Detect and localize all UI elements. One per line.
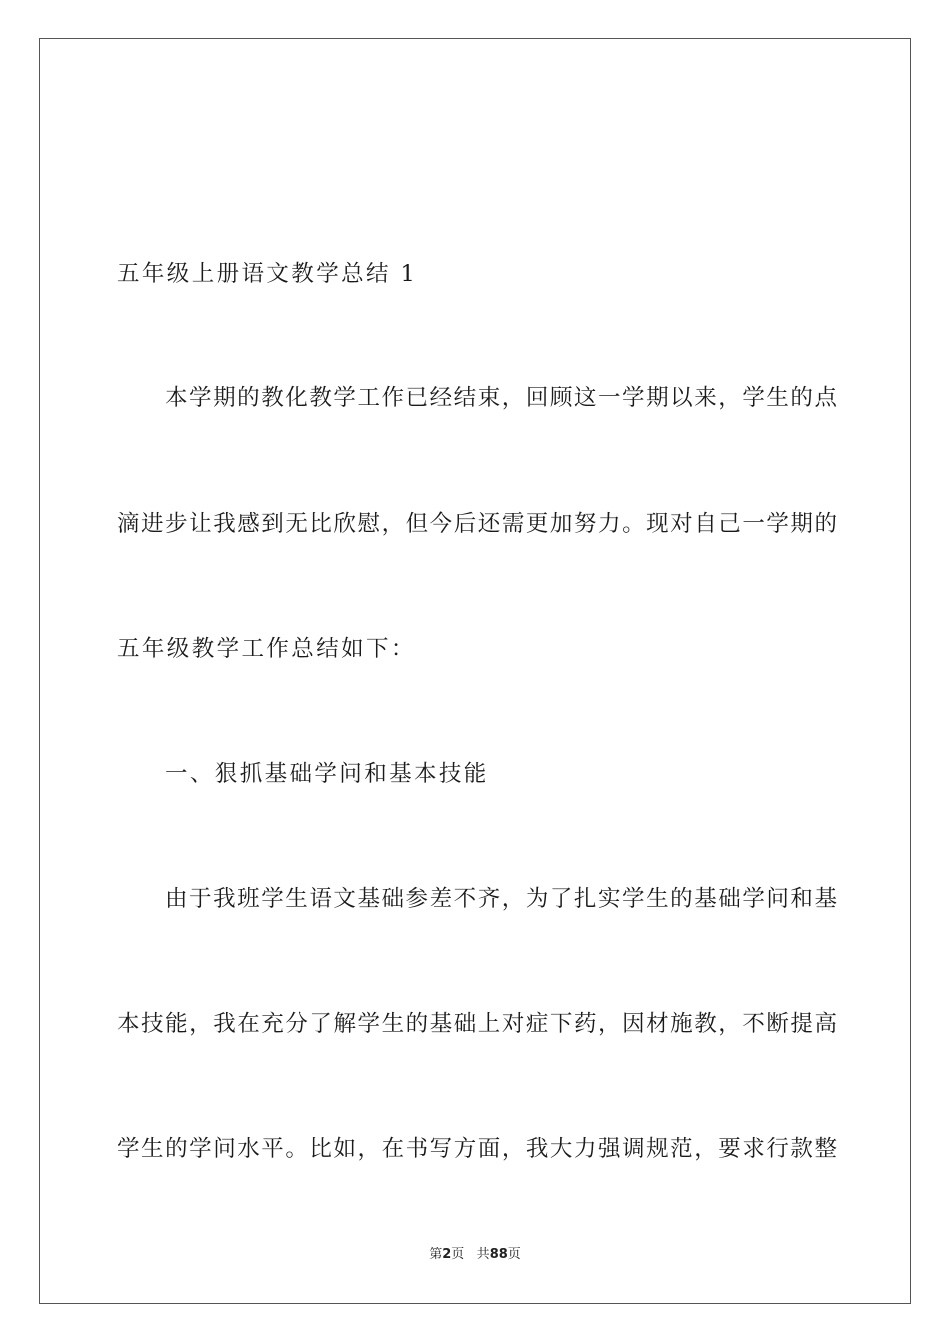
paragraph-2-line-3: 学生的学问水平。比如，在书写方面，我大力强调规范，要求行款整 xyxy=(117,1136,837,1162)
paragraph-2-line-1: 由于我班学生语文基础参差不齐，为了扎实学生的基础学问和基 xyxy=(165,886,837,912)
footer-page-prefix: 第 xyxy=(429,1247,443,1262)
footer-total-suffix: 页 xyxy=(507,1247,521,1262)
paragraph-1-line-3: 五年级教学工作总结如下： xyxy=(117,636,416,662)
footer-page-suffix: 页 xyxy=(451,1247,465,1262)
paragraph-1-line-1: 本学期的教化教学工作已经结束，回顾这一学期以来，学生的点 xyxy=(165,385,837,411)
footer-page-number: 2 xyxy=(442,1247,452,1262)
footer-total-prefix: 共 xyxy=(476,1247,490,1262)
footer-total-pages: 88 xyxy=(489,1247,508,1262)
document-title: 五年级上册语文教学总结 1 xyxy=(117,261,418,287)
page-footer xyxy=(0,1246,950,1264)
section-1-heading: 一、狠抓基础学问和基本技能 xyxy=(165,761,489,787)
page-border xyxy=(39,38,911,1304)
paragraph-1-line-2: 滴进步让我感到无比欣慰，但今后还需更加努力。现对自己一学期的 xyxy=(117,511,837,537)
paragraph-2-line-2: 本技能，我在充分了解学生的基础上对症下药，因材施教，不断提高 xyxy=(117,1011,837,1037)
